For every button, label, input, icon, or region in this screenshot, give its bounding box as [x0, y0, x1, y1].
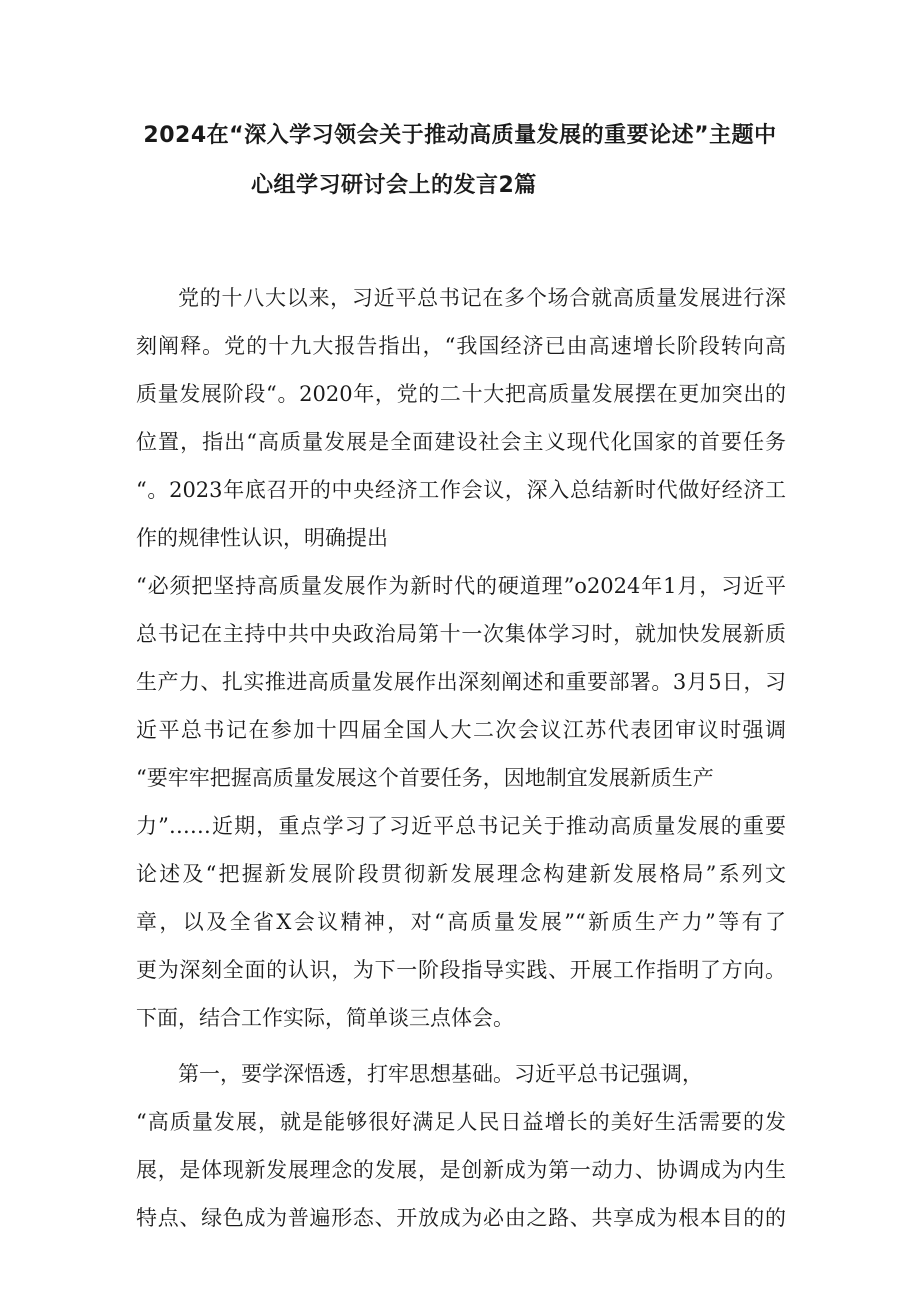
body-text-line: 生产力、扎实推进高质量发展作出深刻阐述和重要部署。3月5日，习 — [136, 670, 786, 694]
body-text-line: 更为深刻全面的认识，为下一阶段指导实践、开展工作指明了方向。 — [136, 958, 786, 982]
body-text-line: 展，是体现新发展理念的发展，是创新成为第一动力、协调成为内生 — [136, 1158, 786, 1182]
body-text-line: 第一，要学深悟透，打牢思想基础。习近平总书记强调， — [178, 1062, 703, 1086]
body-text-line: “。2023年底召开的中央经济工作会议，深入总结新时代做好经济工 — [136, 478, 786, 502]
body-text-line: 论述及“把握新发展阶段贯彻新发展理念构建新发展格局”系列文 — [136, 862, 786, 886]
body-text-line: “要牢牢把握高质量发展这个首要任务，因地制宜发展新质生产 — [136, 766, 714, 790]
body-text-line: 党的十八大以来，习近平总书记在多个场合就高质量发展进行深 — [178, 286, 786, 310]
body-text-line: 章，以及全省X会议精神，对“高质量发展”“新质生产力”等有了 — [136, 910, 786, 934]
body-text-line: 力”……近期，重点学习了习近平总书记关于推动高质量发展的重要 — [136, 814, 786, 838]
document-title-line-2: 心组学习研讨会上的发言2篇 — [251, 173, 537, 198]
body-text-line: 位置，指出“高质量发展是全面建设社会主义现代化国家的首要任务 — [136, 430, 786, 454]
body-text-line: 近平总书记在参加十四届全国人大二次会议江苏代表团审议时强调 — [136, 718, 786, 742]
document-title-line-1: 2024在“深入学习领会关于推动高质量发展的重要论述”主题中 — [143, 123, 777, 148]
body-text-line: 作的规律性认识，明确提出 — [136, 526, 388, 550]
body-text-line: 总书记在主持中共中央政治局第十一次集体学习时，就加快发展新质 — [136, 622, 786, 646]
body-text-line: 下面，结合工作实际，简单谈三点体会。 — [136, 1006, 514, 1030]
body-text-line: 质量发展阶段“。2020年，党的二十大把高质量发展摆在更加突出的 — [136, 382, 786, 406]
body-text-line: “必须把坚持高质量发展作为新时代的硬道理”o2024年1月，习近平 — [136, 574, 786, 598]
body-text-line: 特点、绿色成为普遍形态、开放成为必由之路、共享成为根本目的的 — [136, 1206, 786, 1230]
body-text-line: “高质量发展，就是能够很好满足人民日益增长的美好生活需要的发 — [136, 1110, 786, 1134]
body-text-line: 刻阐释。党的十九大报告指出，“我国经济已由高速增长阶段转向高 — [136, 334, 786, 358]
